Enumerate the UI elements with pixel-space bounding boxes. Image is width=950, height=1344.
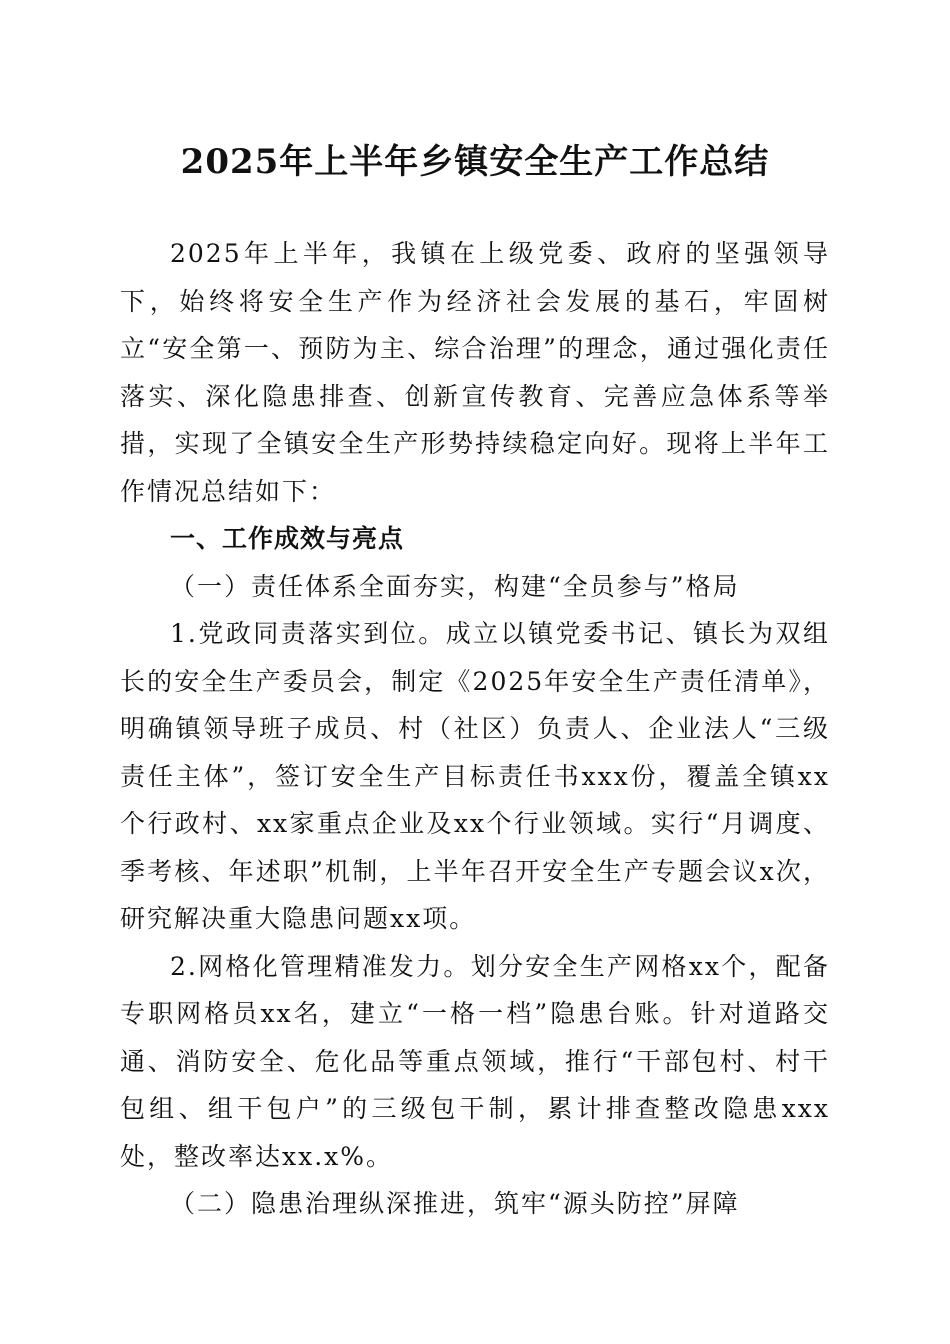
document-body: [120, 230, 830, 1228]
paragraph-item-2: 2.网格化管理精准发力。划分安全生产网格xx个，配备专职网格员xx名，建立“一格一档”隐患台账。针对道路交通、消防安全、危化品等重点领域，推行“干部包村、村干包组、组干包户”的三级包干制，累计排查整改隐患xxx处，整改率达xx.x%。: [120, 951, 830, 1171]
intro-paragraph: 2025年上半年，我镇在上级党委、政府的坚强领导下，始终将安全生产作为经济社会发展的基石，牢固树立“安全第一、预防为主、综合治理”的理念，通过强化责任落实、深化隐患排查、创新宣传教育、完善应急体系等举措，实现了全镇安全生产形势持续稳定向好。现将上半年工作情况总结如下：: [120, 239, 830, 506]
section-heading-1: 一、工作成效与亮点: [170, 524, 405, 553]
subsection-heading-2: （二）隐患治理纵深推进，筑牢“源头防控”屏障: [170, 1189, 740, 1218]
subsection-heading-1: （一）责任体系全面夯实，构建“全员参与”格局: [170, 571, 740, 601]
document-title: 2025年上半年乡镇安全生产工作总结: [180, 142, 770, 182]
paragraph-item-1: 1.党政同责落实到位。成立以镇党委书记、镇长为双组长的安全生产委员会，制定《2025年安全生产责任清单》，明确镇领导班子成员、村（社区）负责人、企业法人“三级责任主体”，签订安全生产目标责任书xxx份，覆盖全镇xx个行政村、xx家重点企业及xx个行业领域。实行“月调度、季考核、年述职”机制，上半年召开安全生产专题会议x次，研究解决重大隐患问题xx项。: [120, 619, 830, 933]
